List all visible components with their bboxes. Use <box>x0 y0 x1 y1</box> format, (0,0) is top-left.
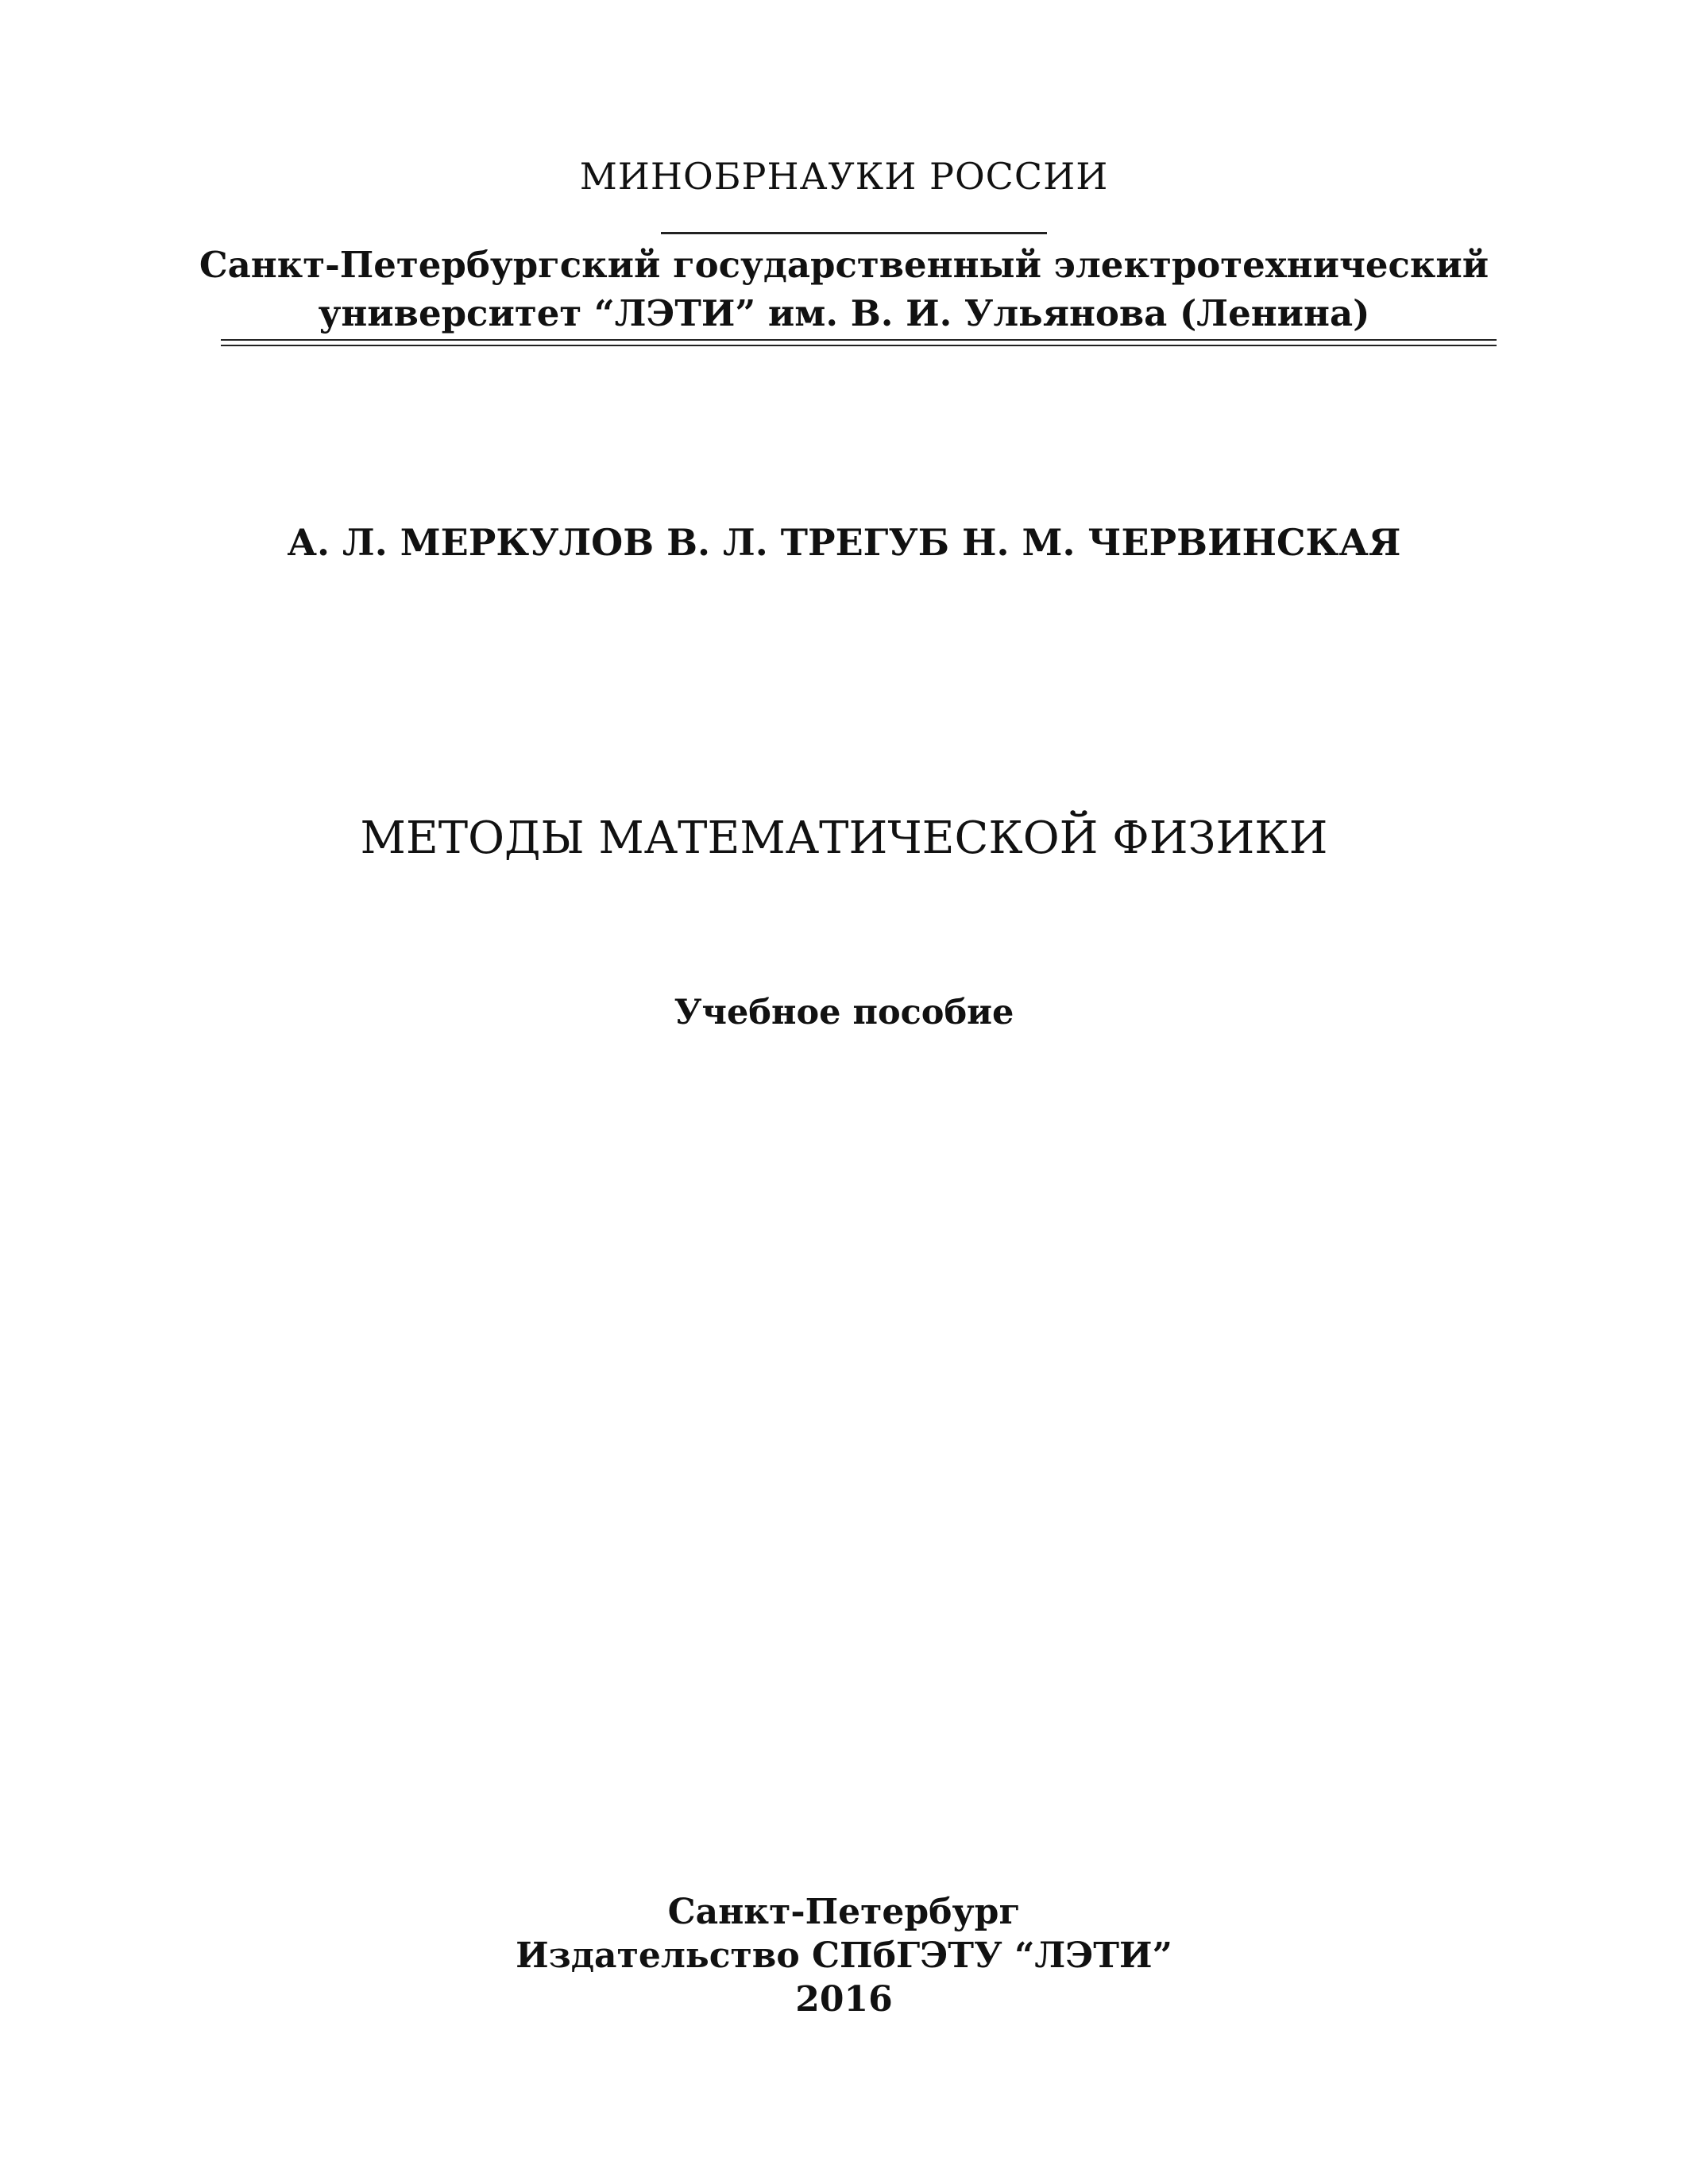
book-title: МЕТОДЫ МАТЕМАТИЧЕСКОЙ ФИЗИКИ <box>360 812 1328 864</box>
publisher: Издательство СПбГЭТУ “ЛЭТИ” <box>516 1935 1172 1976</box>
short-divider <box>661 232 1047 234</box>
university-name-line-2: университет “ЛЭТИ” им. В. И. Ульянова (Ленина) <box>318 292 1370 334</box>
publication-year: 2016 <box>795 1979 893 2020</box>
double-divider <box>221 339 1497 346</box>
authors: А. Л. МЕРКУЛОВ В. Л. ТРЕГУБ Н. М. ЧЕРВИНСКАЯ <box>287 521 1401 564</box>
university-name-line-1: Санкт-Петербургский государственный электротехнический <box>199 244 1489 286</box>
publication-city: Санкт-Петербург <box>667 1892 1021 1932</box>
book-subtitle: Учебное пособие <box>674 993 1014 1032</box>
ministry-name: МИНОБРНАУКИ РОССИИ <box>579 155 1109 198</box>
